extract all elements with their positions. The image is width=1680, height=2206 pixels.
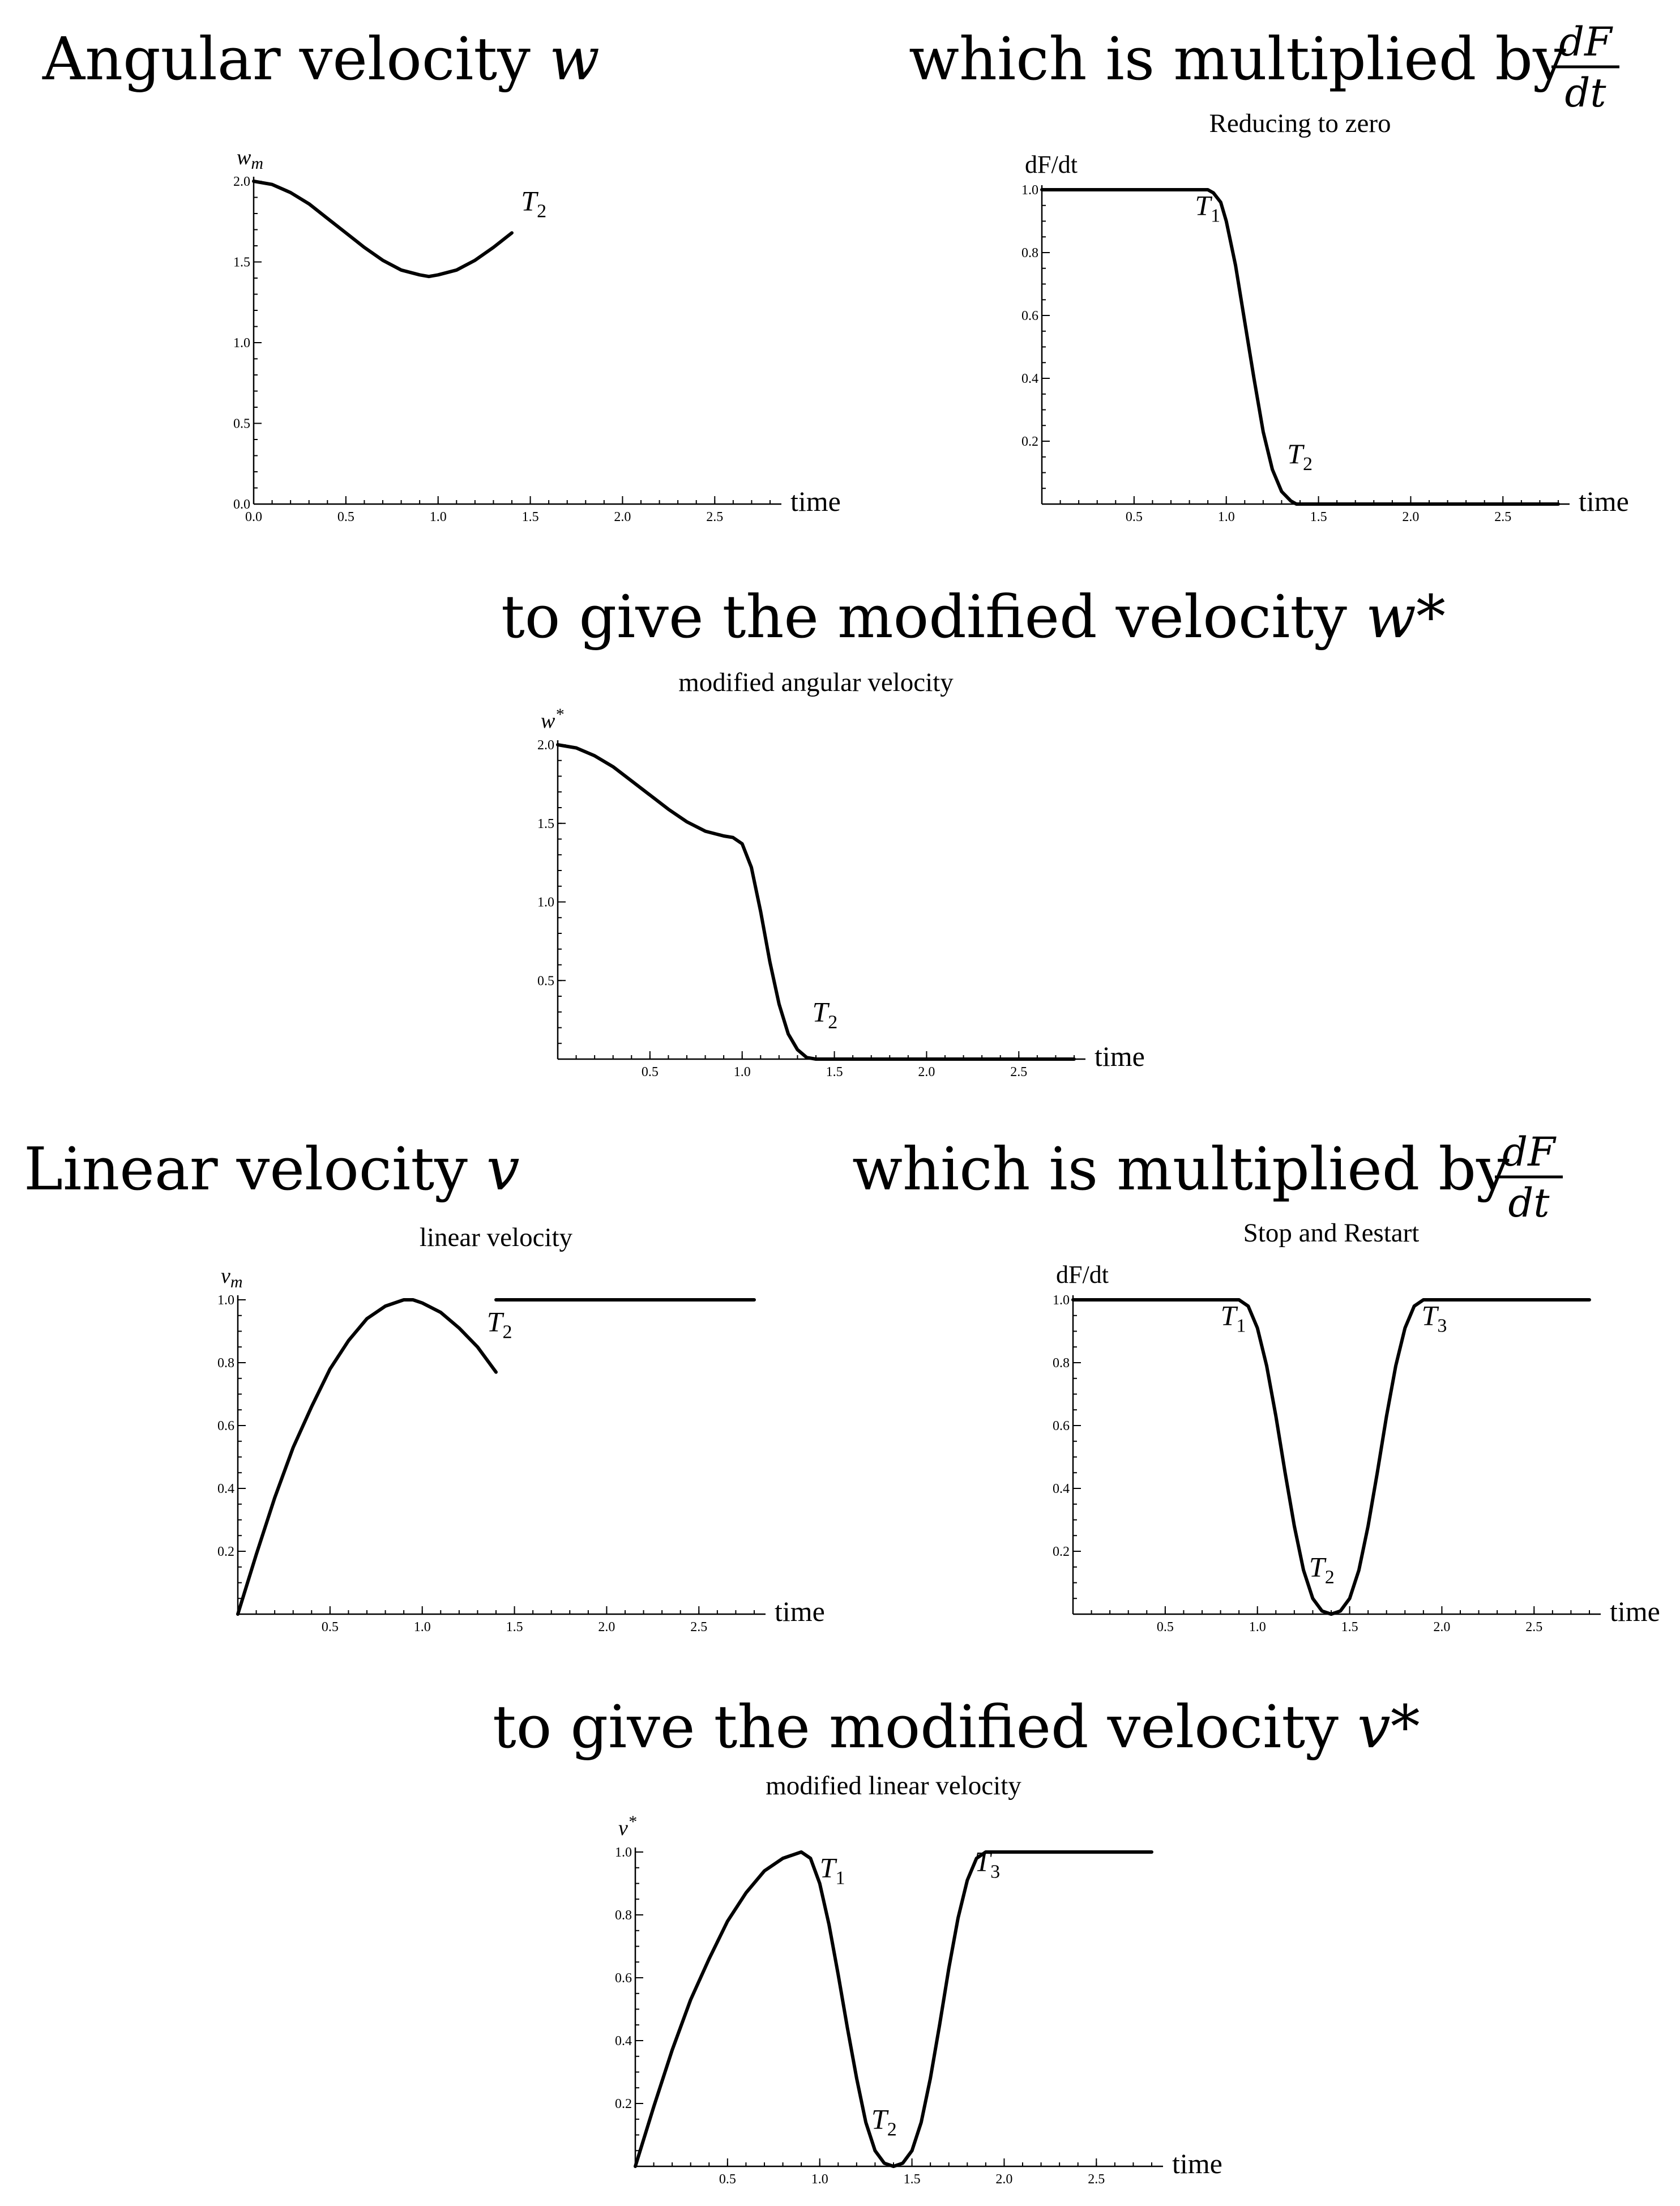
chart-modified-angular-velocity: [537, 668, 1145, 1079]
x-tick-label: 2.5: [690, 1620, 708, 1635]
y-tick-label: 0.2: [615, 2097, 632, 2111]
x-tick-label: 1.5: [826, 1065, 843, 1079]
chart-reducing-to-zero: [1021, 109, 1629, 524]
annotation-t3: $T_3$: [1421, 1299, 1447, 1337]
y-tick-label: 1.5: [537, 816, 554, 831]
heading-angular-text: Angular velocity: [42, 24, 549, 93]
y-axis-label-sub: *: [555, 705, 564, 724]
y-axis-label-main: w: [237, 146, 251, 169]
y-tick-label: 1.0: [233, 336, 250, 351]
y-tick-label: 0.4: [217, 1482, 234, 1496]
y-axis-label-main: v: [221, 1264, 230, 1288]
y-axis-label-main: dF/dt: [1056, 1261, 1109, 1288]
heading-multiplied-2-num: dF: [1502, 1129, 1555, 1175]
heading-give1-text: to give the modified velocity: [501, 582, 1366, 651]
x-tick-label: 1.5: [1341, 1620, 1358, 1635]
x-tick-label: 2.0: [1402, 510, 1420, 524]
heading-linear-text: Linear velocity: [24, 1134, 486, 1204]
series-line-0: [254, 181, 512, 276]
y-tick-label: 0.2: [1053, 1544, 1070, 1559]
y-tick-label: 1.0: [1021, 183, 1038, 198]
chart-title: Stop and Restart: [1243, 1218, 1420, 1248]
chart-title: Reducing to zero: [1209, 109, 1391, 138]
annotation-t2: $T_2$: [1309, 1551, 1335, 1588]
x-tick-label: 2.5: [1088, 2172, 1105, 2187]
chart-stop-and-restart: [1053, 1218, 1660, 1635]
x-tick-label: 0.5: [1125, 510, 1143, 524]
y-tick-label: 0.0: [233, 497, 250, 512]
x-tick-label: 2.5: [706, 510, 724, 524]
y-tick-label: 2.0: [537, 738, 554, 753]
heading-modified-linear: [493, 1692, 1420, 1761]
x-tick-label: 2.5: [1010, 1065, 1028, 1079]
y-axis-label-main: v: [618, 1816, 628, 1840]
x-tick-label: 1.5: [521, 510, 539, 524]
y-axis-label: [618, 1812, 636, 1840]
heading-linear-var: v: [486, 1134, 520, 1204]
x-tick-label: 2.5: [1494, 510, 1512, 524]
heading-angular-velocity: [42, 24, 600, 93]
series-line-0: [238, 1300, 496, 1614]
x-tick-label: 0.5: [1156, 1620, 1174, 1635]
y-tick-label: 0.5: [233, 416, 250, 432]
y-tick-label: 0.6: [615, 1971, 632, 1986]
y-axis-label-sub: m: [230, 1273, 243, 1291]
x-tick-label: 0.5: [321, 1620, 339, 1635]
y-axis-label-main: dF/dt: [1025, 151, 1078, 178]
x-tick-label: 1.0: [1217, 510, 1235, 524]
x-tick-label: 1.0: [1249, 1620, 1266, 1635]
annotation-t2: $T_2$: [486, 1305, 512, 1343]
y-axis-label: [1025, 151, 1078, 178]
y-tick-label: 1.0: [1053, 1293, 1070, 1308]
heading-modified-angular: [501, 582, 1446, 651]
y-tick-label: 0.6: [1021, 309, 1038, 323]
x-tick-label: 2.0: [1433, 1620, 1451, 1635]
y-tick-label: 0.6: [1053, 1419, 1070, 1433]
y-tick-label: 0.2: [217, 1544, 234, 1559]
x-tick-label: 0.5: [641, 1065, 659, 1079]
x-tick-label: 1.0: [811, 2172, 828, 2187]
heading-give2-var: v*: [1357, 1692, 1420, 1761]
y-tick-label: 0.8: [615, 1908, 632, 1923]
annotation-t2: $T_2$: [1287, 437, 1313, 475]
chart-title: linear velocity: [419, 1223, 573, 1252]
annotation-t2: $T_2$: [871, 2103, 897, 2140]
y-axis-label: [237, 146, 263, 173]
heading-multiplied-2-den: dt: [1508, 1180, 1550, 1226]
x-tick-label: 0.0: [245, 510, 262, 524]
y-axis-label-sub: m: [251, 154, 264, 173]
x-axis-label: time: [1610, 1595, 1660, 1627]
y-axis-label-sub: *: [627, 1812, 636, 1831]
annotation-t1: $T_1$: [1195, 189, 1221, 227]
y-tick-label: 0.8: [1021, 246, 1038, 261]
x-axis-label: time: [1172, 2148, 1222, 2179]
heading-multiplied-2: [852, 1129, 1563, 1226]
x-tick-label: 1.0: [733, 1065, 751, 1079]
x-tick-label: 1.5: [1310, 510, 1327, 524]
x-tick-label: 1.5: [903, 2172, 921, 2187]
chart-title: modified angular velocity: [678, 668, 954, 697]
x-tick-label: 1.5: [506, 1620, 523, 1635]
y-axis-label-main: w: [541, 709, 555, 733]
x-tick-label: 2.5: [1525, 1620, 1543, 1635]
y-axis-label: [1056, 1261, 1109, 1288]
heading-multiplied-1-num: dF: [1559, 19, 1612, 65]
chart-angular-velocity: [233, 146, 841, 524]
heading-multiplied-2-text: which is multiplied by: [852, 1134, 1510, 1204]
heading-linear-velocity: [24, 1134, 520, 1204]
annotation-t2: $T_2$: [812, 996, 838, 1033]
y-tick-label: 1.0: [217, 1293, 234, 1308]
y-tick-label: 0.8: [1053, 1356, 1070, 1371]
annotation-t1: $T_1$: [819, 1851, 845, 1889]
chart-modified-linear-velocity: [615, 1771, 1222, 2187]
y-tick-label: 1.5: [233, 255, 250, 270]
heading-multiplied-1: [909, 19, 1619, 116]
chart-title: modified linear velocity: [766, 1771, 1021, 1800]
x-axis-label: time: [1579, 485, 1629, 517]
x-tick-label: 2.0: [918, 1065, 935, 1079]
annotation-t1: $T_1$: [1220, 1299, 1246, 1337]
y-axis-label: [541, 705, 563, 733]
heading-give1-var: w*: [1365, 582, 1446, 651]
y-tick-label: 0.4: [1021, 372, 1038, 386]
x-axis-label: time: [1095, 1040, 1145, 1072]
y-tick-label: 0.5: [537, 974, 554, 989]
x-tick-label: 0.5: [337, 510, 354, 524]
y-tick-label: 0.6: [217, 1419, 234, 1433]
heading-multiplied-1-den: dt: [1564, 70, 1606, 116]
y-tick-label: 0.4: [1053, 1482, 1070, 1496]
x-tick-label: 1.0: [413, 1620, 431, 1635]
y-tick-label: 0.2: [1021, 434, 1038, 449]
y-tick-label: 1.0: [615, 1845, 632, 1860]
heading-angular-var: w: [549, 24, 600, 93]
x-tick-label: 2.0: [995, 2172, 1013, 2187]
x-tick-label: 2.0: [614, 510, 631, 524]
x-axis-label: time: [775, 1595, 825, 1627]
y-tick-label: 2.0: [233, 174, 250, 189]
x-axis-label: time: [790, 485, 841, 517]
y-tick-label: 0.4: [615, 2034, 632, 2049]
y-tick-label: 0.8: [217, 1356, 234, 1371]
annotation-t2: $T_2$: [521, 185, 547, 222]
chart-linear-velocity: [217, 1223, 825, 1635]
x-tick-label: 2.0: [598, 1620, 615, 1635]
x-tick-label: 1.0: [429, 510, 447, 524]
annotation-t3: $T_3$: [974, 1845, 1001, 1883]
heading-multiplied-1-text: which is multiplied by: [909, 24, 1566, 93]
y-tick-label: 1.0: [537, 895, 554, 910]
x-tick-label: 0.5: [719, 2172, 736, 2187]
y-axis-label: [221, 1264, 243, 1291]
heading-give2-text: to give the modified velocity: [493, 1692, 1357, 1761]
